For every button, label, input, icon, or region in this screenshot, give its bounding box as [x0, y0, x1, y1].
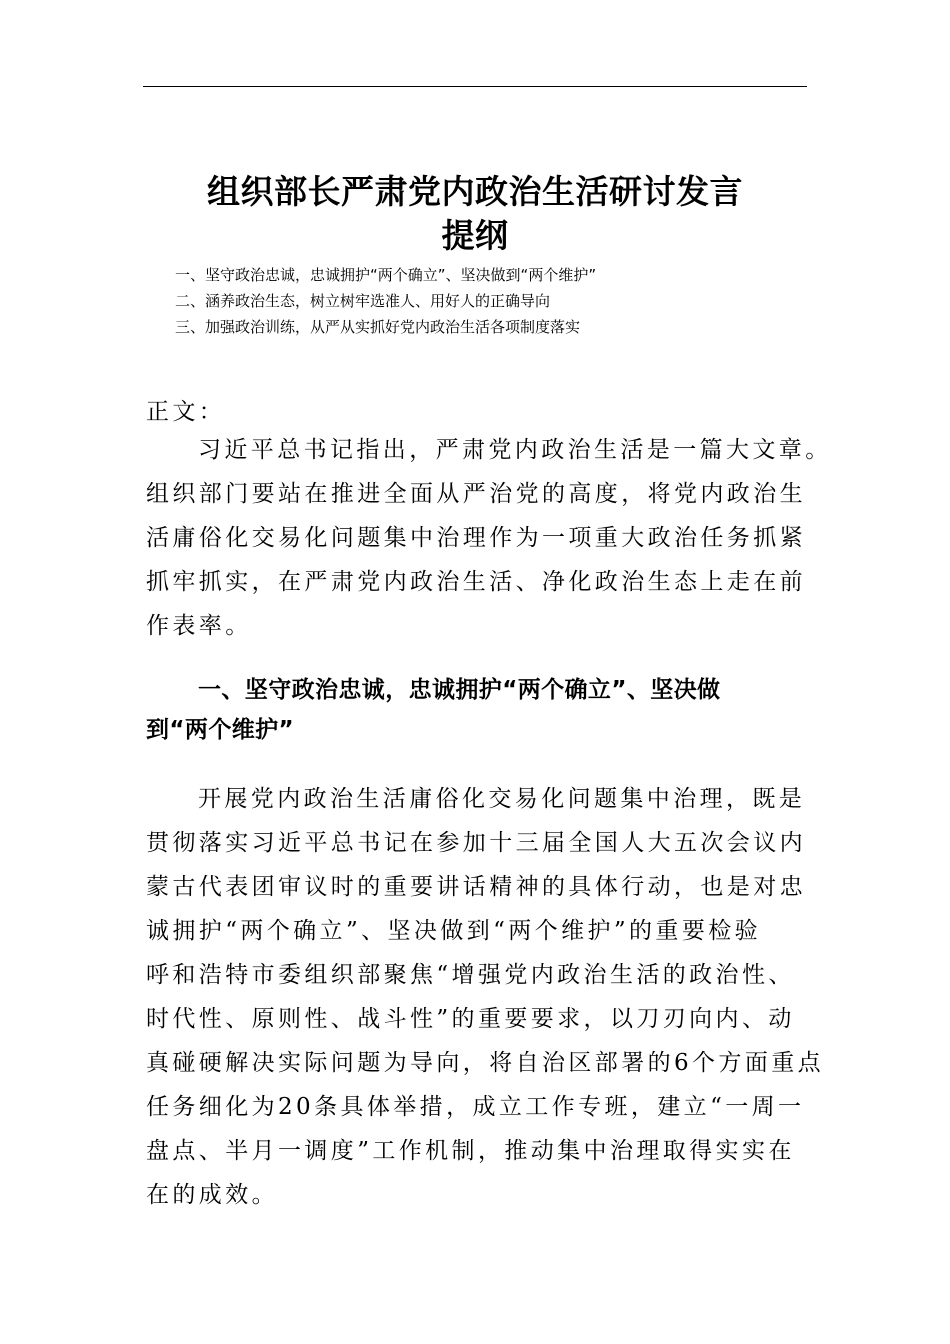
- document-title-line2: 提纲: [441, 216, 509, 255]
- paragraph-line: 习近平总书记指出，严肃党内政治生活是一篇大文章。: [198, 437, 832, 463]
- outline-item: 二、涵养政治生态，树立树牢选准人、用好人的正确导向: [175, 292, 551, 310]
- paragraph-line: 呼和浩特市委组织部聚焦“增强党内政治生活的政治性、: [146, 962, 795, 988]
- paragraph-line: 任务细化为20条具体举措，成立工作专班，建立“一周一: [146, 1094, 805, 1120]
- paragraph-line: 真碰硬解决实际问题为导向，将自治区部署的6个方面重点: [146, 1050, 825, 1076]
- header-rule: [143, 86, 807, 87]
- section1-heading: [146, 670, 816, 750]
- paragraph-line: 蒙古代表团审议时的重要讲话精神的具体行动，也是对忠: [146, 874, 806, 900]
- paragraph-line: 诚拥护“两个确立”、坚决做到“两个维护”的重要检验: [146, 918, 762, 944]
- outline-list: [175, 262, 815, 340]
- heading-line: 一、坚守政治忠诚，忠诚拥护“两个确立”、坚决做: [198, 677, 721, 703]
- paragraph-line: 开展党内政治生活庸俗化交易化问题集中治理，既是: [198, 786, 806, 812]
- outline-item: 三、加强政治训练，从严从实抓好党内政治生活各项制度落实: [175, 318, 581, 336]
- body-label: 正文：: [146, 399, 226, 425]
- paragraph-line: 贯彻落实习近平总书记在参加十三届全国人大五次会议内: [146, 830, 806, 856]
- intro-paragraph: [146, 428, 832, 648]
- paragraph-line: 盘点、半月一调度”工作机制，推动集中治理取得实实在: [146, 1138, 795, 1164]
- paragraph-line: 组织部门要站在推进全面从严治党的高度，将党内政治生: [146, 481, 806, 507]
- paragraph-line: 时代性、原则性、战斗性”的重要要求，以刀刃向内、动: [146, 1006, 795, 1032]
- paragraph-line: 抓牢抓实，在严肃党内政治生活、净化政治生态上走在前: [146, 569, 806, 595]
- outline-item: 一、坚守政治忠诚，忠诚拥护“两个确立”、坚决做到“两个维护”: [175, 266, 597, 284]
- paragraph-line: 活庸俗化交易化问题集中治理作为一项重大政治任务抓紧: [146, 525, 806, 551]
- paragraph-line: 在的成效。: [146, 1182, 278, 1208]
- section1-paragraph: [146, 777, 825, 1217]
- heading-line: 到“两个维护”: [146, 717, 295, 743]
- document-title-line1: 组织部长严肃党内政治生活研讨发言: [207, 172, 743, 211]
- paragraph-line: 作表率。: [146, 613, 252, 639]
